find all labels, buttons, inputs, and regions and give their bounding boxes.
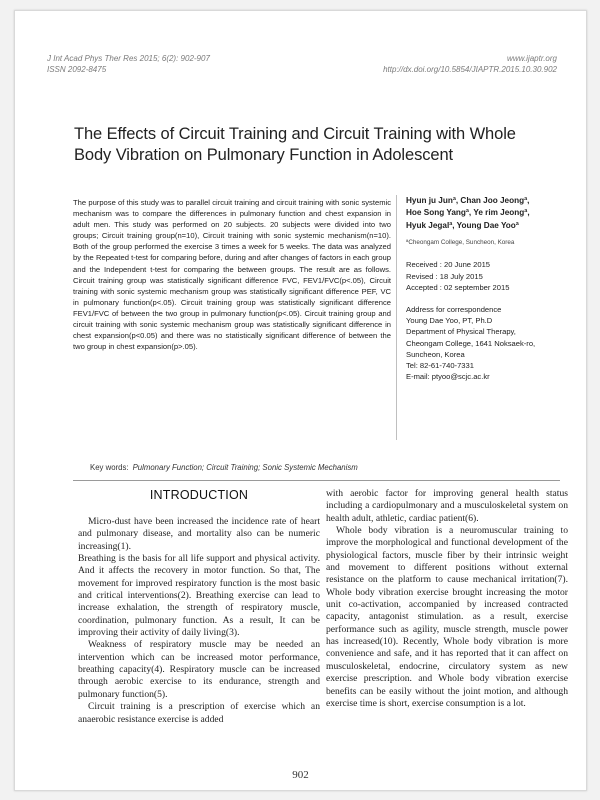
- correspondence-block: [406, 304, 566, 382]
- correspondence-name: Young Dae Yoo, PT, Ph.D: [406, 316, 493, 326]
- abstract: The purpose of this study was to parallel circuit training and circuit training with sonic systemic mechanism was to compare the differences in pulmonary function and chest expansion in adult men. This study was performed on 20 subjects. 20 subjects were divided into two groups; Circuit training group(n=10), Circuit training with sonic systemic mechanism(n=10). Both of the group performed the exercise 3 times a week for 5 weeks. The data was analyzed by the Repeated t-test for comparing before, during and after changes of factors in each group and the Independent t-test for comparing the between groups. The result are as follows. Circuit training group was statistically significant difference FVC, FEV1/FVC(p<.05), Circuit training with sonic systemic mechanism group was statistically significant difference PEF, VC in pulmonary function(p<.05). Circuit training group was statistically significant difference FEV1/FVC of between the two group in pulmonary function(p<.05). Circuit training group and circuit training with sonic systemic mechanism group was statistically significant difference in chest expansion(p<0.05) and there was no statistically significant difference of between the two group in chest expansion(p>.05).: [73, 198, 391, 352]
- revised-date: Revised : 18 July 2015: [406, 271, 483, 281]
- journal-header-right: [383, 54, 557, 75]
- keywords: [90, 463, 358, 472]
- paragraph: Whole body vibration is a neuromuscular training to improve the morphological and functional development of the physiological factors, muscle fiber by their intrinsic weight and movement to different positions without external resistance on the platform to cause mechanical irritation(7). Whole body vibration exercise brought increasing the motor unit co-activation, accompanied by increased contracted capacity, antagonist stimulation. as a result, exercise performance such as agility, muscle strength, muscle power has increased(10). Recently, Whole body vibration is more convenience and safe, and it has reported that it can affect on musculoskeletal, endocrine, circulatory system as new exercise prescription. and Whole body vibration exercise benefits can be easily without the joint motion, and although exercise time is short, exercise consumption is a lot.: [326, 525, 568, 709]
- article-dates: [406, 259, 566, 294]
- journal-page: [14, 10, 587, 791]
- correspondence-heading: Address for correspondence: [406, 305, 502, 315]
- paper-title: The Effects of Circuit Training and Circuit Training with Whole Body Vibration on Pulmonary Function in Adolescent: [74, 125, 516, 164]
- author-list: [406, 195, 566, 232]
- correspondence-college: Cheongam College, 1641 Noksaek-ro,: [406, 338, 536, 348]
- journal-website[interactable]: www.ijaptr.org: [507, 54, 557, 63]
- affiliation: ªCheongam College, Suncheon, Korea: [406, 238, 515, 246]
- correspondence-city: Suncheon, Korea: [406, 349, 465, 359]
- author-line: Hyuk Jegalª, Young Dae Yooª: [406, 220, 519, 230]
- issn: ISSN 2092-8475: [47, 64, 107, 74]
- paragraph: Circuit training is a prescription of exercise which an anaerobic resistance exercise is added: [78, 701, 320, 725]
- keywords-text: Pulmonary Function; Circuit Training; Sonic Systemic Mechanism: [132, 463, 358, 472]
- correspondence-tel: Tel: 82-61-740-7331: [406, 360, 474, 370]
- page-number: 902: [292, 769, 309, 781]
- intro-left-column: [78, 516, 320, 726]
- author-line: Hyun ju Junª, Chan Joo Jeongª,: [406, 196, 530, 205]
- column-divider: [396, 195, 397, 440]
- section-divider: [73, 480, 560, 481]
- author-line: Hoe Song Yangª, Ye rim Jeongª,: [406, 208, 530, 218]
- intro-right-column: [326, 488, 568, 710]
- journal-header-left: [47, 54, 210, 75]
- received-date: Received : 20 June 2015: [406, 259, 491, 269]
- paragraph: Breathing is the basis for all life support and physical activity. And it affects the recovery in motor function. So that, The movement for improved respiratory function is the most basic and critical interventions(2). Breathing exercise can lead to increase exhalation, the strength of respiratory muscle, coordination, pulmonary function. As a result, It can be improving their activity of daily living(3).: [78, 553, 320, 639]
- journal-citation: J Int Acad Phys Ther Res 2015; 6(2): 902-907: [47, 54, 210, 63]
- introduction-heading: INTRODUCTION: [149, 488, 249, 502]
- accepted-date: Accepted : 02 september 2015: [406, 283, 510, 293]
- paragraph: Weakness of respiratory muscle may be needed an intervention which can be increased motor performance, breathing capacity(4). Respiratory muscle can be increased through aerobic exercise to its endurance, strength and pulmonary function(5).: [78, 639, 320, 700]
- paragraph: with aerobic factor for improving general health status including a cardiopulmonary and a musculoskeletal system on health adult, athletic, cardiac patient(6).: [326, 488, 568, 524]
- correspondence-dept: Department of Physical Therapy,: [406, 327, 516, 337]
- keywords-label: Key words:: [90, 463, 129, 472]
- correspondence-email[interactable]: E-mail: ptyoo@scjc.ac.kr: [406, 371, 490, 381]
- doi-link[interactable]: http://dx.doi.org/10.5854/JIAPTR.2015.10.30.902: [383, 64, 557, 74]
- paragraph: Micro-dust have been increased the incidence rate of heart and pulmonary disease, and mortality also can be numeric increasing(1).: [78, 516, 320, 552]
- author-info-panel: [406, 195, 566, 382]
